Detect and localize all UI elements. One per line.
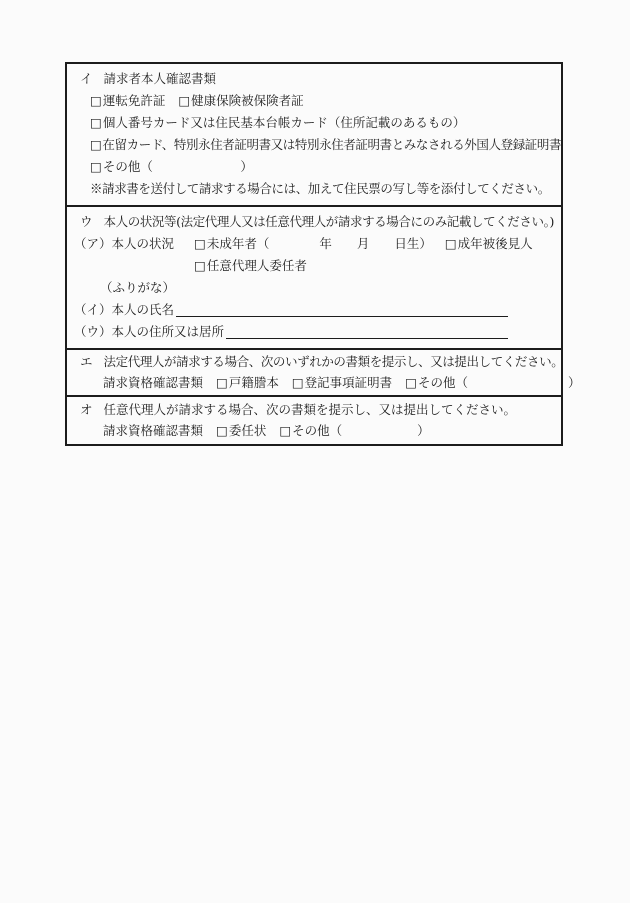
option-health-insurance-card [178,90,303,112]
option-label: 未成年者（ 年 月 日生） [206,236,432,251]
section-i-header [67,68,561,90]
option-label: 成年被後見人 [457,236,533,251]
section-u-title: 本人の状況等(法定代理人又は任意代理人が請求する場合にのみ記載してください。) [103,214,554,229]
section-i-marker: イ [80,71,93,86]
furigana-label: （ふりがな） [100,280,176,295]
section-o-title: 任意代理人が請求する場合、次の書類を提示し、又は提出してください。 [103,402,517,417]
option-family-register-copy [216,372,279,393]
option-label: 任意代理人委任者 [206,258,307,273]
section-e-legal-representative [67,348,581,395]
principal-address-row [67,321,561,343]
option-drivers-license [90,90,165,112]
request-form-table [65,62,581,446]
qualification-documents-label: 請求資格確認書類 [103,375,204,390]
option-other-voluntary-document [279,420,429,441]
option-label: その他（ ） [417,375,581,390]
option-adult-ward [445,233,533,255]
checkbox-icon[interactable]: □ [444,236,457,251]
checkbox-icon[interactable]: □ [90,159,102,174]
option-label: 運転免許証 [102,93,166,108]
principal-name-row [67,299,561,321]
option-label: 在留カード、特別永住者証明書又は特別永住者証明書とみなされる外国人登録証明書 [102,137,562,152]
section-e-header [67,351,564,372]
option-label: 委任状 [228,423,267,438]
principal-name-input-line[interactable] [176,316,508,317]
section-u-principal-status [67,205,561,348]
option-label: その他（ ） [102,159,253,174]
qualification-documents-label: 請求資格確認書類 [103,423,204,438]
option-power-of-attorney [216,420,266,441]
checkbox-icon[interactable]: □ [279,423,292,438]
option-my-number-card [90,112,465,134]
section-i-requester-id-documents [67,64,561,205]
section-u-header [67,211,561,233]
section-i-options-row-4 [67,156,561,178]
option-residence-card [90,134,561,156]
checkbox-icon[interactable]: □ [90,137,102,152]
principal-status-label: （ア）本人の状況 [74,236,175,251]
section-o-documents-row [67,420,561,441]
option-other-id-document [90,156,253,178]
option-label: 健康保険被保険者証 [191,93,304,108]
section-e-documents-row [67,372,581,393]
principal-name-label: （イ）本人の氏名 [74,302,175,317]
section-i-options-row-2 [67,112,561,134]
section-i-options-row-1 [67,90,561,112]
option-registry-certificate [292,372,392,393]
section-i-title: 請求者本人確認書類 [103,71,217,86]
option-label: 登記事項証明書 [304,375,393,390]
section-e-title: 法定代理人が請求する場合、次のいずれかの書類を提示し、又は提出してください。 [103,354,564,369]
option-voluntary-agent-delegator [194,255,307,277]
checkbox-icon[interactable]: □ [194,236,206,251]
section-e-marker: エ [80,354,93,369]
section-o-voluntary-representative [67,395,561,444]
checkbox-icon[interactable]: □ [178,93,191,108]
option-label: 個人番号カード又は住民基本台帳カード（住所記載のあるもの） [102,115,466,130]
option-label: 戸籍謄本 [228,375,279,390]
section-o-marker: オ [80,402,93,417]
checkbox-icon[interactable]: □ [216,423,228,438]
section-o-header [67,399,561,420]
option-minor [194,233,432,255]
principal-status-row [67,233,561,255]
mailing-note: ※請求書を送付して請求する場合には、加えて住民票の写し等を添付してください。 [90,181,550,196]
principal-address-input-line[interactable] [226,338,508,339]
checkbox-icon[interactable]: □ [194,258,206,273]
option-label: その他（ ） [292,423,430,438]
option-other-legal-document [405,372,580,393]
section-i-note-row [67,178,561,200]
checkbox-icon[interactable]: □ [405,375,417,390]
section-i-options-row-3 [67,134,561,156]
checkbox-icon[interactable]: □ [216,375,228,390]
furigana-row [67,277,561,299]
checkbox-icon[interactable]: □ [90,93,102,108]
principal-status-row-2 [67,255,561,277]
checkbox-icon[interactable]: □ [291,375,304,390]
section-u-marker: ウ [80,214,93,229]
checkbox-icon[interactable]: □ [90,115,102,130]
principal-address-label: （ウ）本人の住所又は居所 [74,324,225,339]
